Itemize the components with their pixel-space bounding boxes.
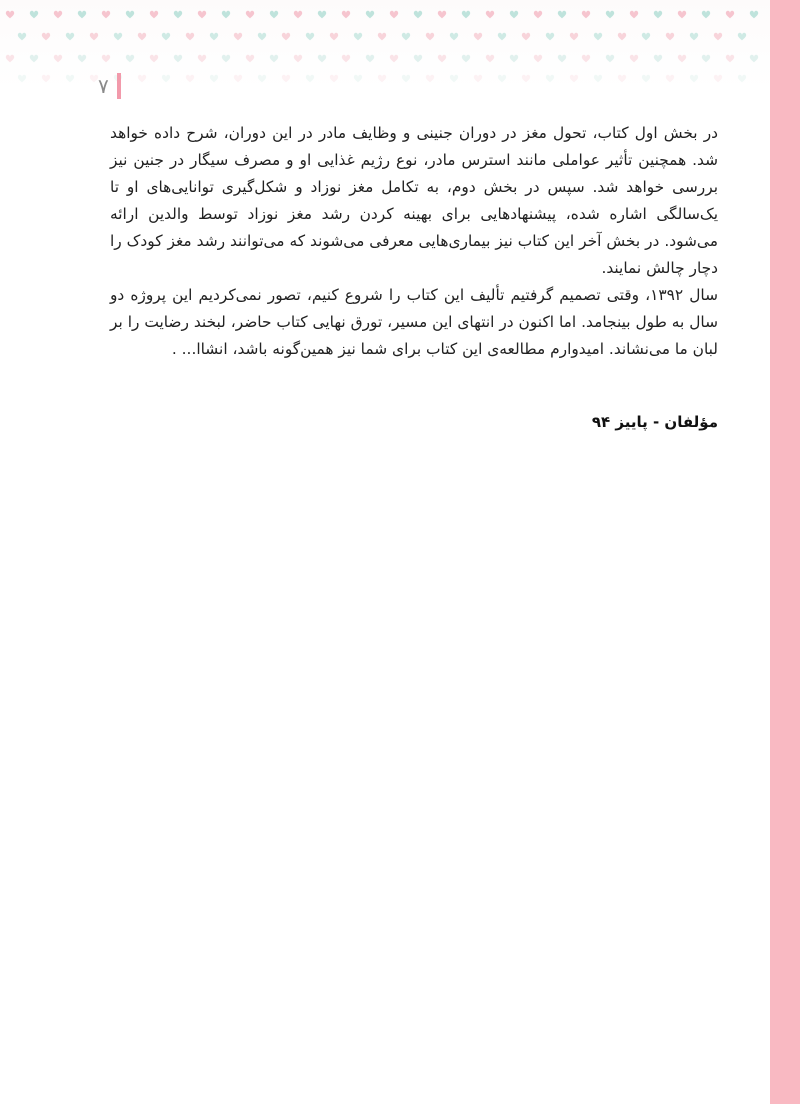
heart-icon xyxy=(210,33,218,41)
heart-icon xyxy=(486,11,494,19)
heart-icon xyxy=(570,33,578,41)
heart-icon xyxy=(438,55,446,63)
paragraph-2: سال ۱۳۹۲، وقتی تصمیم گرفتیم تألیف این کتاب را شروع کنیم، تصور نمی‌کردیم این پروژه دو سال به طول بینجامد. اما اکنون در انتهای این مسیر، تورق نهایی کتاب حاضر، لبخند رضایت را بر لبان ما می‌نشاند. امیدوارم مطالعه‌ی این کتاب برای شما نیز همین‌گونه باشد، انشاا... . xyxy=(110,286,718,358)
heart-icon xyxy=(66,33,74,41)
heart-icon xyxy=(726,55,734,63)
heart-icon xyxy=(582,55,590,63)
heart-icon xyxy=(114,33,122,41)
heart-icon xyxy=(534,55,542,63)
heart-icon xyxy=(702,55,710,63)
heart-icon xyxy=(510,55,518,63)
heart-icon xyxy=(738,33,746,41)
heart-icon xyxy=(426,75,434,83)
heart-icon xyxy=(174,11,182,19)
heart-icon xyxy=(6,11,14,19)
heart-icon xyxy=(90,33,98,41)
heart-icon xyxy=(678,11,686,19)
heart-icon xyxy=(654,11,662,19)
heart-icon xyxy=(30,11,38,19)
heart-icon xyxy=(666,75,674,83)
heart-icon xyxy=(18,75,26,83)
heart-icon xyxy=(18,33,26,41)
heart-icon xyxy=(90,75,98,83)
heart-icon xyxy=(438,11,446,19)
heart-icon xyxy=(534,11,542,19)
heart-icon xyxy=(690,33,698,41)
heart-icon xyxy=(390,11,398,19)
heart-icon xyxy=(270,11,278,19)
heart-icon xyxy=(606,55,614,63)
heart-icon xyxy=(606,11,614,19)
page-number-marker xyxy=(117,73,121,99)
heart-icon xyxy=(486,55,494,63)
heart-icon xyxy=(126,11,134,19)
heart-icon xyxy=(186,75,194,83)
heart-icon xyxy=(138,33,146,41)
heart-icon xyxy=(642,75,650,83)
heart-icon xyxy=(378,75,386,83)
heart-icon xyxy=(450,75,458,83)
heart-icon xyxy=(306,75,314,83)
heart-icon xyxy=(294,11,302,19)
heart-icon xyxy=(246,55,254,63)
heart-icon xyxy=(150,11,158,19)
heart-icon xyxy=(642,33,650,41)
paragraph-1: در بخش اول کتاب، تحول مغز در دوران جنینی و وظایف مادر در این دوران، شرح داده خواهد شد. همچنین تأثیر عواملی مانند استرس مادر، نوع رژیم غذایی او و مصرف سیگار در جنین نیز بررسی خواهد شد. سپس در بخش دوم، به تکامل مغز نوزاد و شکل‌گیری توانایی‌های او تا یک‌سالگی اشاره شده، پیشنهادهایی برای بهینه کردن رشد مغز نوزاد توسط والدین ارائه می‌شود. در بخش آخر این کتاب نیز بیماری‌هایی معرفی می‌شوند که می‌توانند رشد مغز کودک را دچار چالش نمایند. xyxy=(110,124,718,277)
heart-icon xyxy=(558,55,566,63)
heart-icon xyxy=(522,33,530,41)
heart-icon xyxy=(342,55,350,63)
heart-icon xyxy=(66,75,74,83)
heart-icon xyxy=(222,55,230,63)
heart-icon xyxy=(198,11,206,19)
heart-icon xyxy=(78,55,86,63)
heart-icon xyxy=(522,75,530,83)
heart-icon xyxy=(510,11,518,19)
heart-icon xyxy=(354,75,362,83)
heart-icon xyxy=(690,75,698,83)
heart-icon xyxy=(726,11,734,19)
heart-icon xyxy=(102,11,110,19)
heart-icon xyxy=(282,75,290,83)
heart-icon xyxy=(702,11,710,19)
heart-icon xyxy=(594,33,602,41)
heart-icon xyxy=(558,11,566,19)
heart-icon xyxy=(426,33,434,41)
heart-icon xyxy=(630,11,638,19)
heart-icon xyxy=(270,55,278,63)
heart-icon xyxy=(162,75,170,83)
heart-icon xyxy=(474,33,482,41)
heart-icon xyxy=(342,11,350,19)
heart-icon xyxy=(678,55,686,63)
heart-icon xyxy=(150,55,158,63)
heart-icon xyxy=(654,55,662,63)
heart-icon xyxy=(318,11,326,19)
heart-icon xyxy=(498,75,506,83)
heart-icon xyxy=(666,33,674,41)
heart-icon xyxy=(366,11,374,19)
heart-icon xyxy=(630,55,638,63)
authors-signature: مؤلفان - پاییز ۹۴ xyxy=(591,413,718,431)
heart-icon xyxy=(222,11,230,19)
heart-icon xyxy=(234,75,242,83)
heart-icon xyxy=(414,55,422,63)
heart-icon xyxy=(126,55,134,63)
heart-icon xyxy=(306,33,314,41)
heart-icon xyxy=(186,33,194,41)
heart-icon xyxy=(54,11,62,19)
side-color-strip xyxy=(770,0,800,1104)
heart-icon xyxy=(258,75,266,83)
heart-icon xyxy=(750,11,758,19)
heart-icon xyxy=(450,33,458,41)
heart-icon xyxy=(546,33,554,41)
heart-icon xyxy=(402,75,410,83)
heart-icon xyxy=(390,55,398,63)
heart-icon xyxy=(378,33,386,41)
heart-icon xyxy=(42,75,50,83)
heart-icon xyxy=(234,33,242,41)
heart-icon xyxy=(570,75,578,83)
heart-icon xyxy=(330,33,338,41)
heart-icon xyxy=(330,75,338,83)
heart-icon xyxy=(366,55,374,63)
heart-icon xyxy=(738,75,746,83)
page-number: ۷ xyxy=(98,74,109,98)
heart-icon xyxy=(6,55,14,63)
heart-icon xyxy=(30,55,38,63)
heart-icon xyxy=(714,33,722,41)
heart-icon xyxy=(54,55,62,63)
heart-icon xyxy=(582,11,590,19)
heart-icon xyxy=(750,55,758,63)
heart-icon xyxy=(618,75,626,83)
heart-icon xyxy=(546,75,554,83)
heart-icon xyxy=(198,55,206,63)
page-number-block xyxy=(98,72,121,100)
heart-icon xyxy=(294,55,302,63)
heart-icon xyxy=(282,33,290,41)
heart-icon xyxy=(462,55,470,63)
heart-icon xyxy=(258,33,266,41)
heart-icon xyxy=(210,75,218,83)
heart-icon xyxy=(42,33,50,41)
heart-icon xyxy=(402,33,410,41)
heart-icon xyxy=(246,11,254,19)
heart-icon xyxy=(714,75,722,83)
heart-icon xyxy=(498,33,506,41)
heart-icon xyxy=(594,75,602,83)
heart-icon xyxy=(618,33,626,41)
heart-icon xyxy=(102,55,110,63)
heart-icon xyxy=(474,75,482,83)
heart-icon xyxy=(462,11,470,19)
heart-icon xyxy=(162,33,170,41)
body-text xyxy=(110,120,718,363)
heart-icon xyxy=(174,55,182,63)
heart-icon xyxy=(138,75,146,83)
heart-icon xyxy=(414,11,422,19)
heart-icon xyxy=(354,33,362,41)
heart-icon xyxy=(318,55,326,63)
heart-icon xyxy=(78,11,86,19)
